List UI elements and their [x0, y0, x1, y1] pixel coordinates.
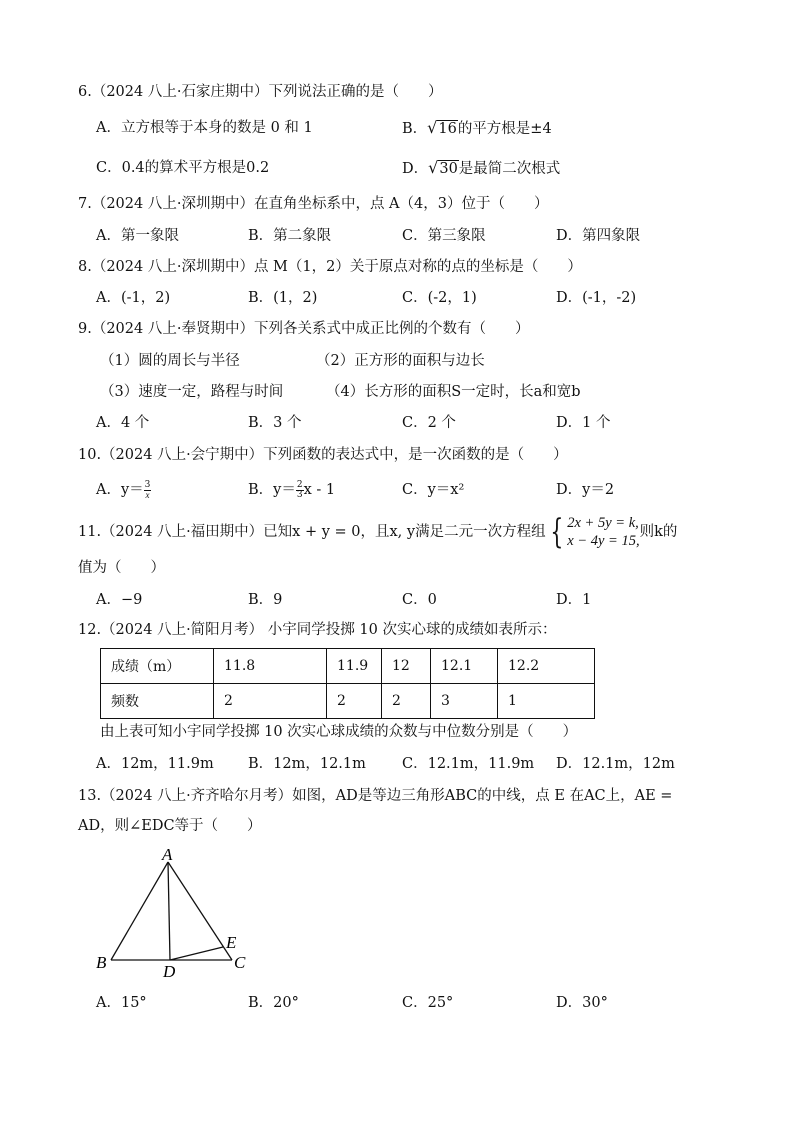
q8-stem: 8.（2024 八上·深圳期中）点 M（1，2）关于原点对称的点的坐标是（ ） [78, 259, 582, 275]
q11-stem [78, 514, 677, 554]
table-cell: 11.9 [327, 649, 382, 684]
q8-option-d: D．(-1，-2) [556, 290, 637, 306]
q13-option-d: D．30° [556, 995, 608, 1011]
q11-stem-part1: 11.（2024 八上·福田期中）已知x + y = 0，且x, y满足二元一次方程组 [78, 524, 546, 540]
q10-option-b [248, 480, 335, 500]
q9-stem: 9.（2024 八上·奉贤期中）下列各关系式中成正比例的个数有（ ） [78, 321, 530, 337]
q9-option-d: D．1 个 [556, 415, 611, 431]
q11-option-c: C．0 [402, 592, 437, 608]
q8-option-a: A．(-1，2) [96, 290, 171, 306]
q12-score-table [100, 648, 595, 719]
q11-option-a: A．−9 [96, 592, 143, 608]
q7-option-d: D．第四象限 [556, 228, 641, 244]
q6-option-d-suffix: 是最简二次根式 [458, 161, 561, 177]
label-d: D [163, 962, 176, 981]
q10-option-d: D．y＝2 [556, 482, 615, 498]
q10-option-b-denominator: 3 [296, 489, 303, 500]
side-ac [168, 862, 232, 960]
label-a: A [162, 845, 173, 864]
q9-option-c: C．2 个 [402, 415, 456, 431]
q12-question: 由上表可知小宇同学投掷 10 次实心球成绩的众数与中位数分别是（ ） [100, 724, 578, 740]
q11-equation-2: x − 4y = 15, [567, 533, 640, 549]
q10-option-b-suffix: x - 1 [303, 482, 336, 498]
q11-option-d: D．1 [556, 592, 592, 608]
q9-item-3: （3）速度一定，路程与时间 [100, 384, 284, 400]
segment-de [170, 947, 223, 960]
q11-equation-system [567, 514, 639, 550]
q10-option-a-numerator: 3 [144, 479, 151, 490]
q6-stem: 6.（2024 八上·石家庄期中）下列说法正确的是（ ） [78, 84, 443, 100]
q8-option-c: C．(-2，1) [402, 290, 477, 306]
q6-option-d-radical: √30 [428, 158, 458, 177]
q11-stem-part2: 则k的 [639, 524, 678, 540]
q6-option-b [402, 118, 552, 139]
q10-option-a-fraction [144, 481, 152, 500]
table-row [101, 649, 595, 684]
q10-option-a-prefix: A．y＝ [96, 482, 144, 498]
q12-option-a: A．12m，11.9m [96, 756, 214, 772]
q10-stem: 10.（2024 八上·会宁期中）下列函数的表达式中，是一次函数的是（ ） [78, 447, 568, 463]
table-row [101, 684, 595, 719]
table-cell: 2 [327, 684, 382, 719]
table-cell: 成绩（m） [101, 649, 214, 684]
q10-option-b-fraction [296, 481, 304, 500]
label-c: C [234, 953, 246, 972]
table-cell: 频数 [101, 684, 214, 719]
q7-option-b: B．第二象限 [248, 228, 332, 244]
q12-option-b: B．12m，12.1m [248, 756, 366, 772]
q10-option-b-prefix: B．y＝ [248, 482, 296, 498]
q11-stem-line2: 值为（ ） [78, 560, 165, 576]
label-e: E [226, 933, 237, 952]
table-cell: 2 [382, 684, 431, 719]
table-cell: 11.8 [214, 649, 327, 684]
q10-option-b-numerator: 2 [296, 479, 303, 490]
q12-option-c: C．12.1m，11.9m [402, 756, 535, 772]
q10-option-a-denominator: x [145, 489, 150, 500]
q9-item-4: （4）长方形的面积S一定时，长a和宽b [326, 384, 581, 400]
table-cell: 12.2 [498, 649, 595, 684]
q6-option-a: A．立方根等于本身的数是 0 和 1 [96, 120, 313, 136]
table-cell: 1 [498, 684, 595, 719]
q13-option-a: A．15° [96, 995, 147, 1011]
q11-option-b: B．9 [248, 592, 283, 608]
segment-ad [168, 862, 170, 960]
q13-stem-line2: AD，则∠EDC等于（ ） [78, 818, 262, 834]
table-cell: 2 [214, 684, 327, 719]
q6-option-b-radicand: 16 [438, 121, 457, 137]
q6-option-d-radicand: 30 [439, 161, 458, 177]
q8-option-b: B．(1，2) [248, 290, 318, 306]
q13-option-b: B．20° [248, 995, 299, 1011]
q6-option-d-prefix: D． [402, 161, 429, 177]
q6-option-c: C．0.4的算术平方根是0.2 [96, 160, 270, 176]
q9-item-2: （2）正方形的面积与边长 [316, 353, 485, 369]
q7-option-a: A．第一象限 [96, 228, 179, 244]
q6-option-b-prefix: B． [402, 121, 428, 137]
q13-stem-line1: 13.（2024 八上·齐齐哈尔月考）如图，AD是等边三角形ABC的中线，点 E 在AC上，AE = [78, 788, 673, 804]
table-cell: 3 [431, 684, 498, 719]
label-b: B [96, 953, 107, 972]
q6-option-d [402, 158, 560, 179]
q11-equation-1: 2x + 5y = k, [567, 515, 639, 531]
q10-option-c: C．y＝x² [402, 482, 465, 498]
triangle-figure [88, 844, 268, 984]
q7-stem: 7.（2024 八上·深圳期中）在直角坐标系中，点 A（4，3）位于（ ） [78, 196, 549, 212]
q6-option-b-radical: √16 [427, 118, 457, 137]
table-cell: 12.1 [431, 649, 498, 684]
q12-stem: 12.（2024 八上·简阳月考） 小宇同学投掷 10 次实心球的成绩如表所示： [78, 622, 557, 638]
q12-option-d: D．12.1m，12m [556, 756, 675, 772]
q13-option-c: C．25° [402, 995, 454, 1011]
q10-option-a [96, 480, 151, 500]
q9-option-b: B．3 个 [248, 415, 302, 431]
q7-option-c: C．第三象限 [402, 228, 486, 244]
side-ab [111, 862, 168, 960]
q6-option-b-suffix: 的平方根是±4 [457, 121, 552, 137]
q11-system-brace: { [549, 512, 563, 552]
table-cell: 12 [382, 649, 431, 684]
q9-item-1: （1）圆的周长与半径 [100, 353, 240, 369]
q9-option-a: A．4 个 [96, 415, 150, 431]
